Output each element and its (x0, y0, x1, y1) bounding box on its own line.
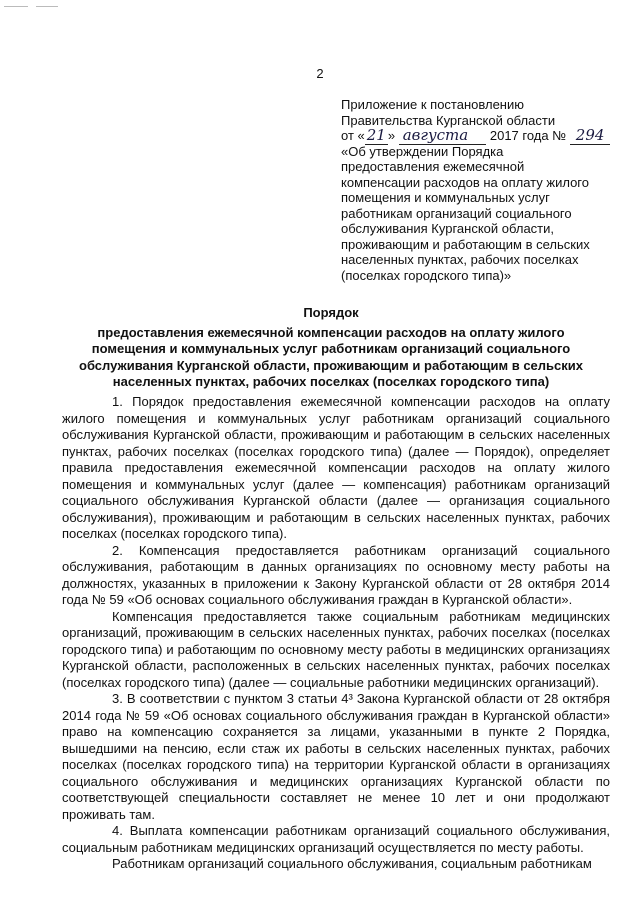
scan-artifact (36, 6, 58, 7)
appendix-line: компенсации расходов на оплату жилого (341, 174, 589, 190)
page-number: 2 (316, 66, 324, 81)
appendix-line: помещения и коммунальных услуг (341, 190, 550, 205)
date-mid: » (387, 128, 396, 143)
document-title (62, 305, 600, 391)
appendix-line: (поселках городского типа)» (341, 267, 512, 283)
handwritten-number: 294 (570, 126, 611, 145)
document-body (62, 394, 610, 873)
handwritten-day: 21 (366, 126, 386, 144)
appendix-line: Правительства Курганской области (341, 112, 556, 128)
appendix-line: работникам организаций социального (341, 205, 572, 221)
paragraph: 3. В соответствии с пунктом 3 статьи 4³ Закона Курганской области от 28 октября 2014 года № 59 «Об основах социального обслуживания граждан в Курганской области» право на компенсацию сохраняется за лицами, указанными в пункте 2 Порядка, вышедшими на пенсию, если стаж их работы в сельских населенных пунктах, рабочих поселках (поселках городского типа) на территории Курганской области в организациях социального обслуживания и медицинских организациях Курганской области по соответствующей специальности составляет не менее 10 лет и они продолжают проживать там. (62, 691, 610, 822)
date-year: 2017 года № (489, 128, 567, 143)
handwritten-month: августа (399, 126, 487, 145)
appendix-header (341, 97, 605, 283)
date-prefix: от « (341, 128, 365, 143)
appendix-line: «Об утверждении Порядка (341, 143, 504, 159)
title-heading: Порядок (303, 305, 359, 320)
appendix-line: населенных пунктах, рабочих поселках (341, 252, 579, 267)
paragraph: 2. Компенсация предоставляется работникам организаций социального обслуживания, работающим в данных организациях по основному месту работы на должностях, указанных в приложении к Закону Курганской области от 28 октября 2014 года № 59 «Об основах социального обслуживания граждан в Курганской области». (62, 542, 610, 607)
appendix-date-line (341, 126, 605, 144)
appendix-line: проживающим и работающим в сельских (341, 236, 590, 252)
scan-artifact (4, 6, 28, 7)
title-subtitle: предоставления ежемесячной компенсации расходов на оплату жилого помещения и коммунальных услуг работникам организаций социального обслуживания Курганской области, проживающим и работающим в сельских населенных пунктах, рабочих поселках (поселках городского типа) (79, 324, 583, 389)
paragraph: 1. Порядок предоставления ежемесячной компенсации расходов на оплату жилого помещения и коммунальных услуг работникам организаций социального обслуживания Курганской области, проживающим и работающим в сельских населенных пунктах, рабочих поселках (поселках городского типа) (далее — Порядок), определяет правила предоставления ежемесячной компенсации расходов на оплату жилого помещения и коммунальных услуг (далее — компенсация) работникам организаций социального обслуживания Курганской области (далее — организация социального обслуживания), проживающим и работающим в сельских населенных пунктах, рабочих поселках (поселках городского типа). (62, 394, 610, 541)
paragraph: Компенсация предоставляется также социальным работникам медицинских организаций, проживающим в сельских населенных пунктах, рабочих поселках (поселках городского типа) и работающим по основному месту работы в медицинских организациях Курганской области, расположенных в сельских населенных пунктах, рабочих поселках (поселках городского типа) (далее — социальные работники медицинских организаций). (62, 608, 610, 690)
appendix-line: Приложение к постановлению (341, 97, 524, 112)
paragraph: 4. Выплата компенсации работникам организаций социального обслуживания, социальным работникам медицинских организаций осуществляется по месту работы. (62, 823, 610, 855)
paragraph: Работникам организаций социального обслуживания, социальным работникам (112, 856, 592, 871)
appendix-line: обслуживания Курганской области, (341, 221, 554, 236)
appendix-line: предоставления ежемесячной (341, 159, 525, 174)
